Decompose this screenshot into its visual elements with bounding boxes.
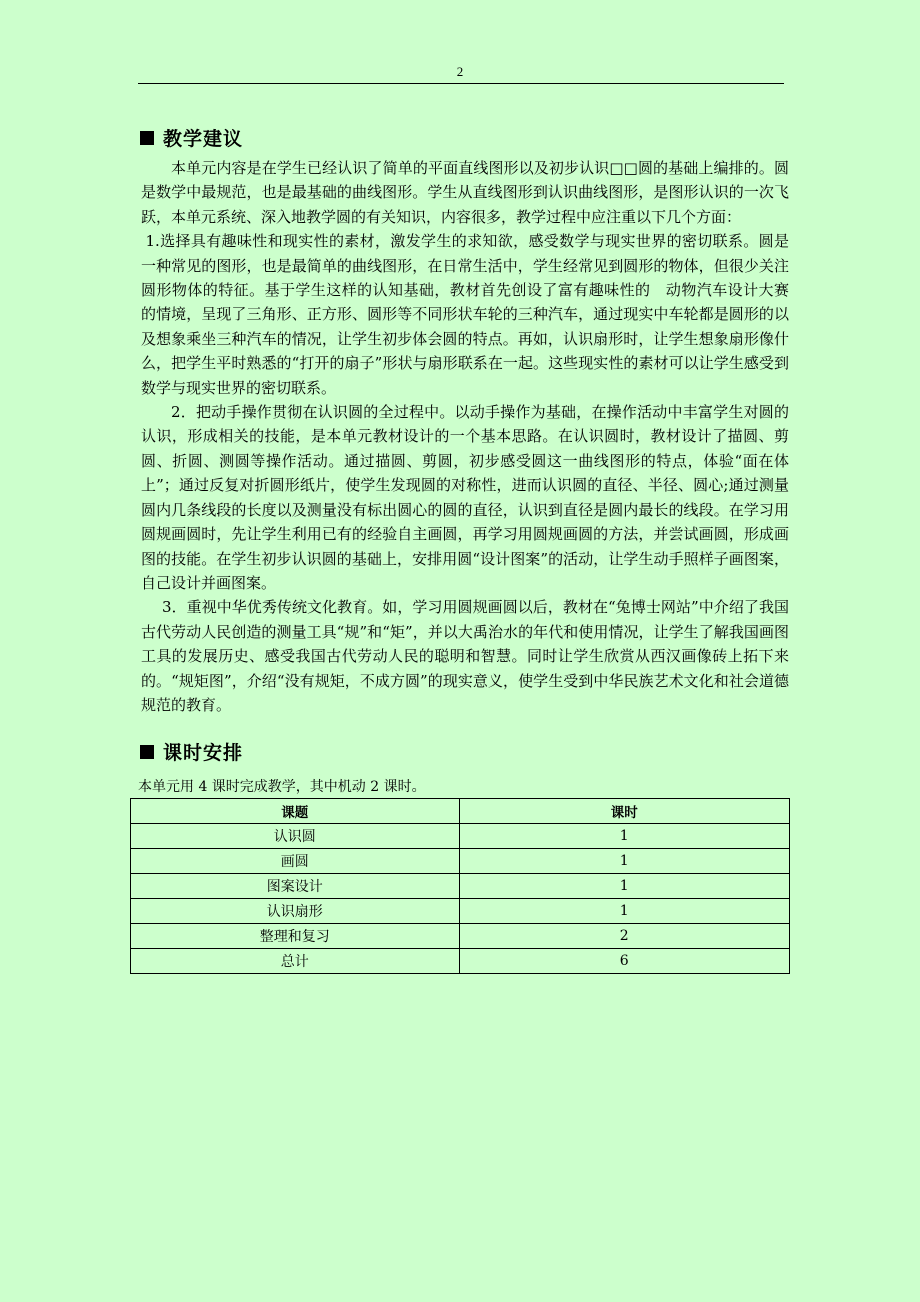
topic-cell: 认识扇形 — [131, 899, 460, 924]
table-header-row — [131, 799, 790, 824]
advice-item-2: 2．把动手操作贯彻在认识圆的全过程中。以动手操作为基础，在操作活动中丰富学生对圆的认识，形成相关的技能，是本单元教材设计的一个基本思路。在认识圆时，教材设计了描圆、剪圆、折圆、测圆等操作活动。通过描圆、剪圆，初步感受圆这一曲线图形的特点，体验“面在体上”；通过反复对折圆形纸片，使学生发现圆的对称性，进而认识圆的直径、半径、圆心;通过测量圆内几条线段的长度以及测量没有标出圆心的圆的直径，认识到直径是圆内最长的线段。在学习用圆规画圆时，先让学生利用已有的经验自主画圆，再学习用圆规画圆的方法，并尝试画圆，形成画图的技能。在学生初步认识圆的基础上，安排用圆“设计图案”的活动，让学生动手照样子画图案，自己设计并画图案。 — [141, 403, 789, 592]
square-bullet-icon — [140, 745, 154, 759]
column-header-hours: 课时 — [459, 799, 790, 824]
topic-cell: 认识圆 — [131, 824, 460, 849]
section-title: 教学建议 — [163, 128, 244, 150]
intro-paragraph: 本单元内容是在学生已经认识了简单的平面直线图形以及初步认识□□圆的基础上编排的。圆是数学中最规范，也是最基础的曲线图形。学生从直线图形到认识曲线图形，是图形认识的一次飞跃，本单元系统、深入地教学圆的有关知识，内容很多，教学过程中应注重以下几个方面： — [141, 159, 789, 226]
section-heading-schedule — [140, 738, 243, 765]
header-rule — [138, 83, 784, 84]
table-row-total — [131, 949, 790, 974]
topic-cell: 总计 — [131, 949, 460, 974]
table-row — [131, 824, 790, 849]
table-row — [131, 924, 790, 949]
schedule-table — [130, 798, 790, 974]
hours-cell: 1 — [459, 824, 790, 849]
hours-cell: 1 — [459, 849, 790, 874]
hours-cell: 6 — [459, 949, 790, 974]
advice-item-1: 1.选择具有趣味性和现实性的素材，激发学生的求知欲，感受数学与现实世界的密切联系。圆是一种常见的图形，也是最简单的曲线图形，在日常生活中，学生经常见到圆形的物体，但很少关注圆形物体的特征。基于学生这样的认知基础，教材首先创设了富有趣味性的 动物汽车设计大赛 的情境，呈现了三角形、正方形、圆形等不同形状车轮的三种汽车，通过现实中车轮都是圆形的以及想象乘坐三种汽车的情况，让学生初步体会圆的特点。再如，认识扇形时，让学生想象扇形像什么，把学生平时熟悉的“打开的扇子”形状与扇形联系在一起。这些现实性的素材可以让学生感受到数学与现实世界的密切联系。 — [141, 232, 805, 397]
teaching-advice-body — [141, 156, 805, 717]
schedule-intro: 本单元用 4 课时完成教学，其中机动 2 课时。 — [138, 779, 426, 795]
table-row — [131, 899, 790, 924]
topic-cell: 整理和复习 — [131, 924, 460, 949]
square-bullet-icon — [140, 131, 154, 145]
section-heading-teaching-advice — [140, 124, 243, 151]
table-row — [131, 849, 790, 874]
advice-item-3: 3．重视中华优秀传统文化教育。如，学习用圆规画圆以后，教材在“兔博士网站”中介绍了我国古代劳动人民创造的测量工具“规”和“矩”，并以大禹治水的年代和使用情况，让学生了解我国画图工具的发展历史、感受我国古代劳动人民的聪明和智慧。同时让学生欣赏从西汉画像砖上拓下来的。“规矩图”，介绍“没有规矩，不成方圆”的现实意义，使学生受到中华民族艺术文化和社会道德规范的教育。 — [141, 598, 789, 714]
section-title: 课时安排 — [163, 742, 244, 764]
hours-cell: 2 — [459, 924, 790, 949]
hours-cell: 1 — [459, 899, 790, 924]
table-row — [131, 874, 790, 899]
hours-cell: 1 — [459, 874, 790, 899]
topic-cell: 图案设计 — [131, 874, 460, 899]
topic-cell: 画圆 — [131, 849, 460, 874]
page-number: 2 — [456, 64, 464, 79]
column-header-topic: 课题 — [131, 799, 460, 824]
